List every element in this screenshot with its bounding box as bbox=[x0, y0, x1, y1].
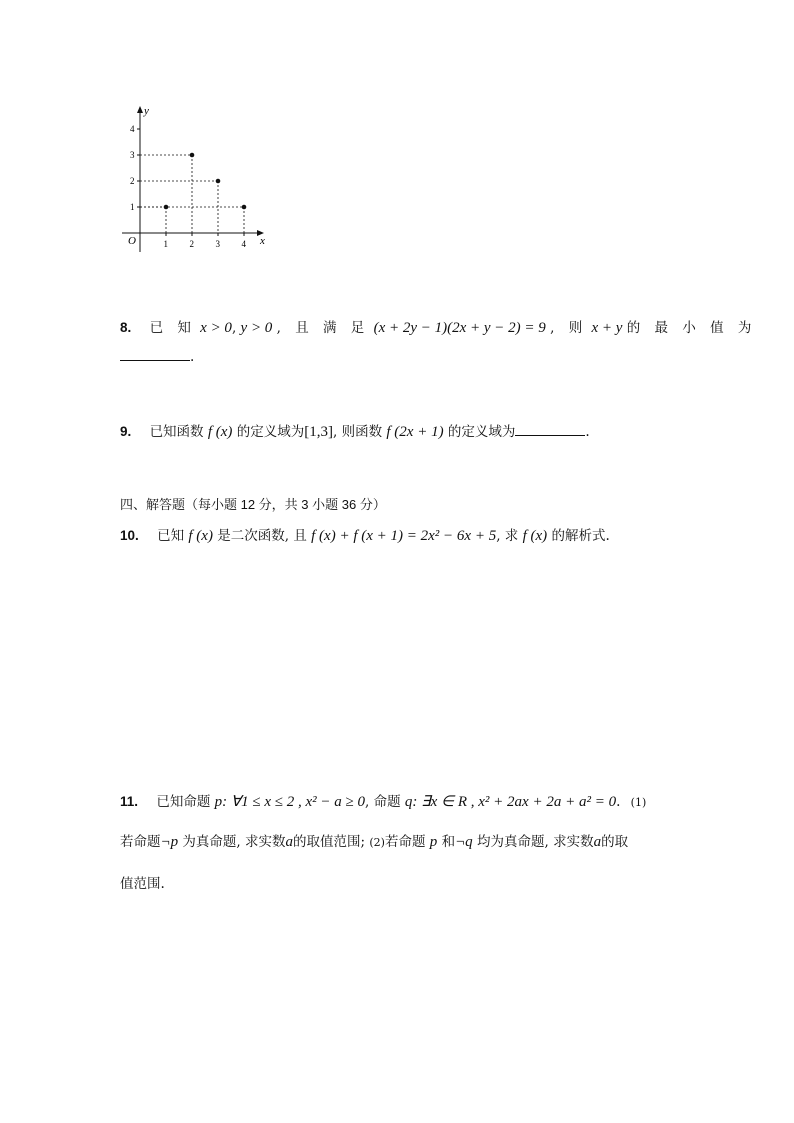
question-11: 11. 已知命题 p: ∀1 ≤ x ≤ 2 , x² − a ≥ 0, 命题 q: ∃x ∈ R , x² + 2ax + 2a + a² = 0. (1) bbox=[120, 794, 647, 810]
y-axis-label: y bbox=[144, 105, 149, 117]
y-tick-label: 1 bbox=[130, 202, 135, 212]
y-tick-label: 3 bbox=[130, 150, 135, 160]
data-point bbox=[190, 153, 195, 158]
x-tick-label: 1 bbox=[163, 239, 168, 249]
section-heading: 四、解答题（每小题 12 分，共 3 小题 36 分） bbox=[120, 497, 386, 512]
coordinate-graph bbox=[110, 100, 280, 260]
y-tick-label: 2 bbox=[130, 176, 135, 186]
x-tick-label: 2 bbox=[189, 239, 194, 249]
question-9: 9. 已知函数 f (x) 的定义域为[1,3], 则函数 f (2x + 1) 的定义域为 . bbox=[120, 424, 590, 440]
answer-blank[interactable] bbox=[515, 423, 585, 436]
question-number: 11. bbox=[120, 794, 139, 809]
answer-blank[interactable] bbox=[120, 348, 190, 361]
origin-label: O bbox=[128, 235, 136, 247]
question-8-answer: . bbox=[120, 348, 194, 365]
question-10: 10. 已知 f (x) 是二次函数, 且 f (x) + f (x + 1) = 2x² − 6x + 5, 求 f (x) 的解析式. bbox=[120, 528, 610, 544]
data-point bbox=[242, 205, 247, 210]
x-tick-label: 3 bbox=[215, 239, 220, 249]
question-8: 8. 已 知 x > 0, y > 0 , 且 满 足 (x + 2y − 1)(2x + y − 2) = 9 , 则 x + y 的 最 小 值 为 bbox=[120, 320, 757, 336]
question-number: 8. bbox=[120, 320, 132, 335]
question-number: 9. bbox=[120, 424, 132, 439]
data-point bbox=[164, 205, 169, 210]
data-point bbox=[216, 179, 221, 184]
x-tick-label: 4 bbox=[241, 239, 246, 249]
question-11-line-3: 值范围. bbox=[120, 876, 165, 892]
y-tick-label: 4 bbox=[130, 124, 135, 134]
x-axis-label: x bbox=[260, 235, 265, 247]
y-axis-arrow bbox=[137, 106, 143, 113]
question-11-line-2: 若命题¬p 为真命题, 求实数a的取值范围; (2)若命题 p 和¬q 均为真命题, 求实数a的取 bbox=[120, 834, 629, 850]
question-number: 10. bbox=[120, 528, 139, 543]
